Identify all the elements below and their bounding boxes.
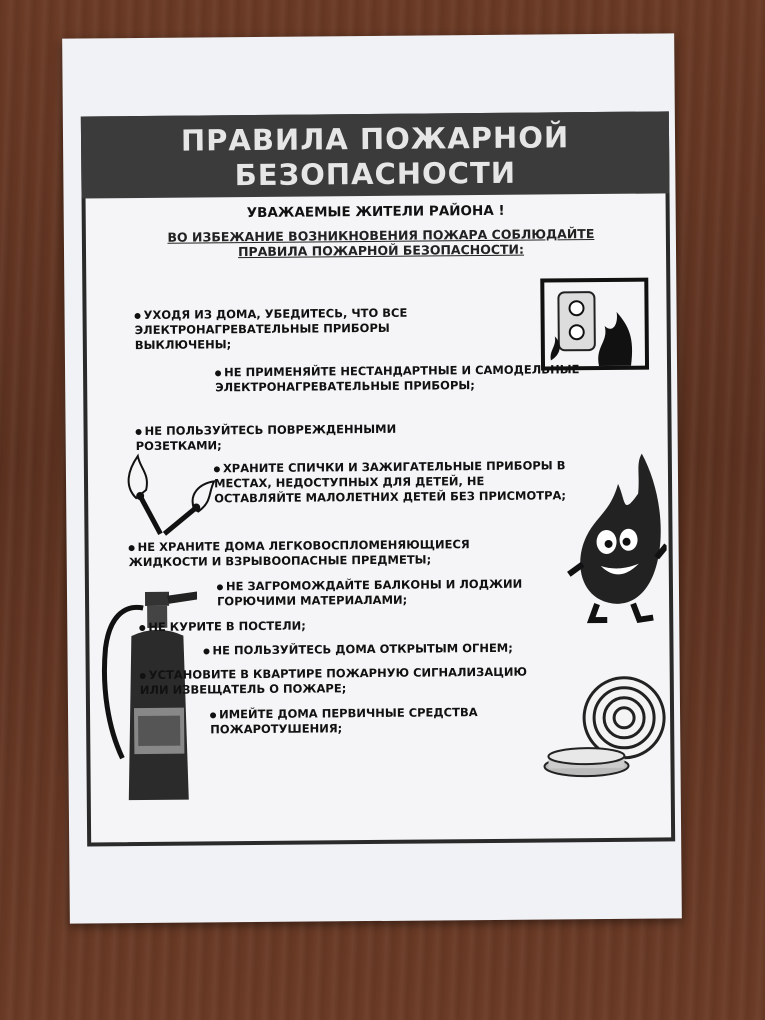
bullet-icon — [203, 648, 209, 654]
rule-item: ИМЕЙТЕ ДОМА ПЕРВИЧНЫЕ СРЕДСТВА ПОЖАРОТУШЕНИЯ; — [210, 705, 478, 737]
smoke-detector-icon — [538, 675, 669, 786]
rule-item: НЕ ЗАГРОМОЖДАЙТЕ БАЛКОНЫ И ЛОДЖИИ ГОРЮЧИМИ МАТЕРИАЛАМИ; — [217, 576, 523, 609]
poster-title-line2: БЕЗОПАСНОСТИ — [234, 155, 517, 193]
rule-item: НЕ КУРИТЕ В ПОСТЕЛИ; — [139, 617, 439, 635]
bullet-icon — [140, 672, 146, 678]
bullet-icon — [136, 429, 142, 435]
rule-item: ХРАНИТЕ СПИЧКИ И ЗАЖИГАТЕЛЬНЫЕ ПРИБОРЫ В МЕСТАХ, НЕДОСТУПНЫХ ДЛЯ ДЕТЕЙ, НЕ ОСТАВЛЯЙТЕ МАЛОЛЕТНИХ ДЕТЕЙ БЕЗ ПРИСМОТРА; — [213, 458, 567, 506]
paper-sheet — [62, 33, 682, 923]
rule-item: УСТАНОВИТЕ В КВАРТИРЕ ПОЖАРНУЮ СИГНАЛИЗАЦИЮ ИЛИ ИЗВЕЩАТЕЛЬ О ПОЖАРЕ; — [139, 664, 528, 698]
bullet-icon — [135, 313, 141, 319]
bullet-icon — [217, 584, 223, 590]
burning-matches-icon — [118, 449, 219, 538]
greeting: УВАЖАЕМЫЕ ЖИТЕЛИ РАЙОНА ! — [246, 202, 505, 222]
rule-item: НЕ ПРИМЕНЯЙТЕ НЕСТАНДАРТНЫЕ И САМОДЕЛЬНЫЕ ЭЛЕКТРОНАГРЕВАТЕЛЬНЫЕ ПРИБОРЫ; — [215, 362, 580, 395]
bullet-icon — [129, 545, 135, 551]
fire-safety-poster — [81, 111, 675, 846]
rule-item: УХОДЯ ИЗ ДОМА, УБЕДИТЕСЬ, ЧТО ВСЕ ЭЛЕКТРОНАГРЕВАТЕЛЬНЫЕ ПРИБОРЫ ВЫКЛЮЧЕНЫ; — [134, 305, 408, 353]
poster-title-banner — [81, 111, 670, 198]
burning-socket-icon — [538, 276, 651, 373]
poster-title-line1: ПРАВИЛА ПОЖАРНОЙ — [180, 120, 570, 158]
bullet-icon — [214, 466, 220, 472]
bullet-icon — [139, 624, 145, 630]
bullet-icon — [210, 712, 216, 718]
rule-item: НЕ ПОЛЬЗУЙТЕСЬ ПОВРЕЖДЕННЫМИ РОЗЕТКАМИ; — [135, 421, 397, 454]
bullet-icon — [215, 370, 221, 376]
rule-item: НЕ ХРАНИТЕ ДОМА ЛЕГКОВОСПЛОМЕНЯЮЩИЕСЯ ЖИДКОСТИ И ВЗРЫВООПАСНЫЕ ПРЕДМЕТЫ; — [128, 537, 470, 570]
subheading: ВО ИЗБЕЖАНИЕ ВОЗНИКНОВЕНИЯ ПОЖАРА СОБЛЮДАЙТЕ ПРАВИЛА ПОЖАРНОЙ БЕЗОПАСНОСТИ: — [167, 226, 595, 260]
rule-item: НЕ ПОЛЬЗУЙТЕСЬ ДОМА ОТКРЫТЫМ ОГНЕМ; — [203, 640, 613, 659]
